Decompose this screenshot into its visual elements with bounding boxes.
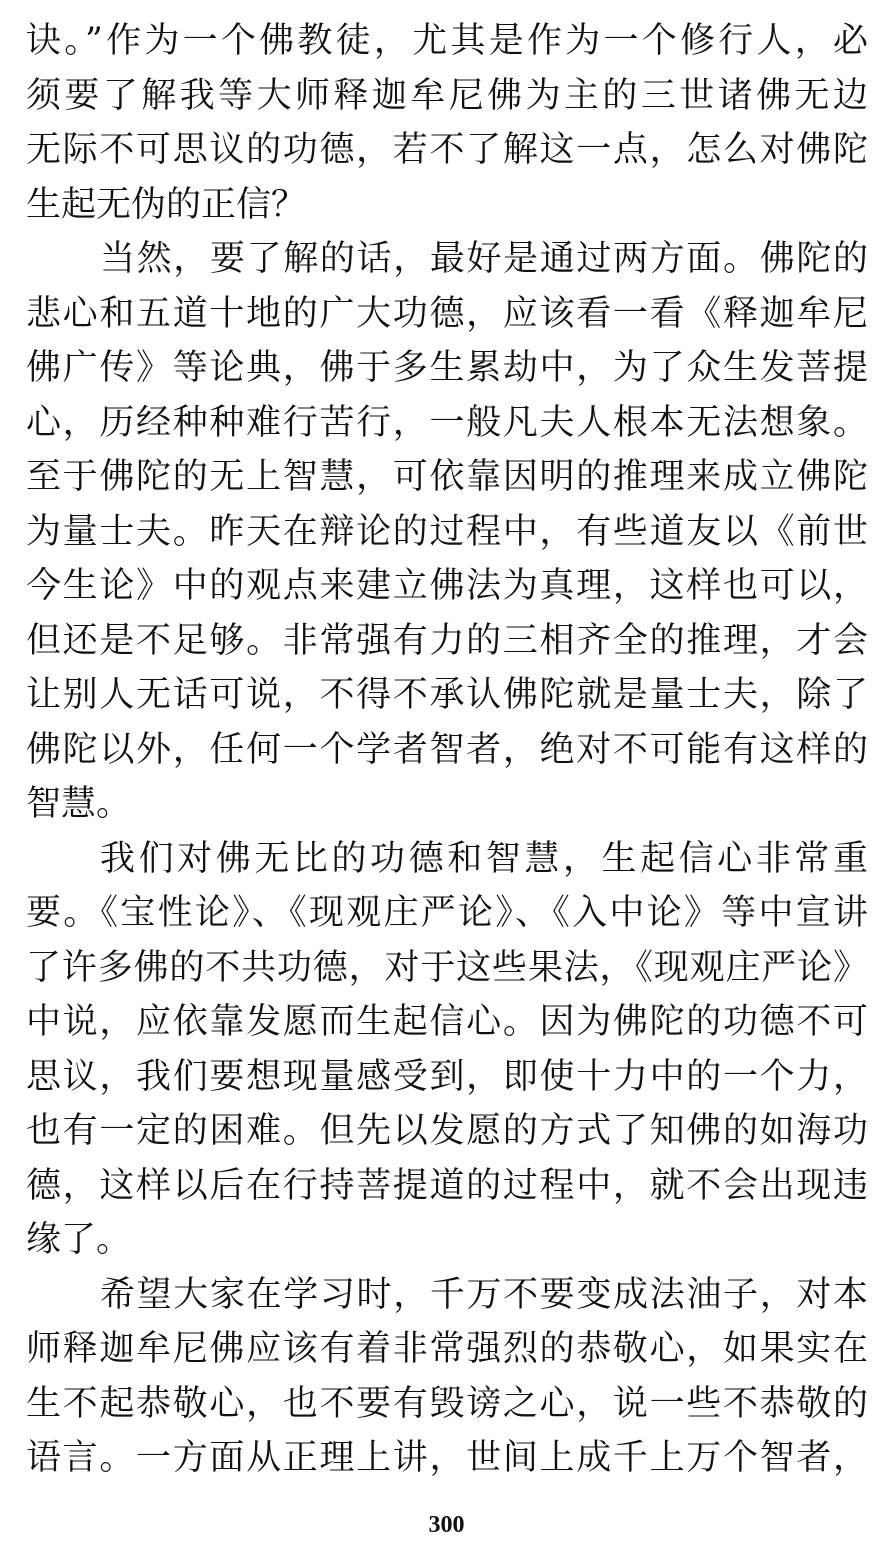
- text-line: 生起无伪的正信？: [26, 184, 307, 225]
- text-line: 悲心和五道十地的广大功德，应该看一看《释迦牟尼: [26, 293, 868, 334]
- text-line: 德，这样以后在行持菩提道的过程中，就不会出现违: [26, 1165, 868, 1206]
- page-number: 300: [428, 1512, 465, 1538]
- paragraph: [26, 832, 868, 1268]
- body-text: [26, 14, 868, 1486]
- text-line: 当然，要了解的话，最好是通过两方面。佛陀的: [100, 239, 868, 279]
- text-line: 也有一定的困难。但先以发愿的方式了知佛的如海功: [26, 1111, 868, 1151]
- text-line: 生不起恭敬心，也不要有毁谤之心，说一些不恭敬的: [26, 1383, 868, 1424]
- text-line: 思议，我们要想现量感受到，即使十力中的一个力，: [26, 1056, 868, 1097]
- paragraph: [26, 232, 868, 832]
- text-line: 智慧。: [26, 784, 132, 824]
- text-line: 中说，应依靠发愿而生起信心。因为佛陀的功德不可: [26, 1002, 868, 1042]
- text-line: 我们对佛无比的功德和智慧，生起信心非常重: [100, 838, 868, 879]
- text-line: 须要了解我等大师释迦牟尼佛为主的三世诸佛无边: [26, 75, 868, 116]
- text-line: 佛广传》等论典，佛于多生累劫中，为了众生发菩提: [26, 348, 868, 388]
- text-line: 语言。一方面从正理上讲，世间上成千上万个智者，: [26, 1438, 868, 1478]
- text-line: 为量士夫。昨天在辩论的过程中，有些道友以《前世: [26, 511, 868, 552]
- text-line: 今生论》中的观点来建立佛法为真理，这样也可以，: [26, 566, 868, 606]
- text-line: 心，历经种种难行苦行，一般凡夫人根本无法想象。: [26, 402, 868, 443]
- text-line: 至于佛陀的无上智慧，可依靠因明的推理来成立佛陀: [26, 457, 868, 497]
- text-line: 诀。”作为一个佛教徒，尤其是作为一个修行人，必: [26, 21, 868, 61]
- text-line: 无际不可思议的功德，若不了解这一点，怎么对佛陀: [26, 130, 868, 170]
- text-line: 但还是不足够。非常强有力的三相齐全的推理，才会: [26, 620, 868, 661]
- text-line: 缘了。: [26, 1220, 132, 1260]
- text-line: 了许多佛的不共功德，对于这些果法，《现观庄严论》: [26, 947, 868, 988]
- paragraph: [26, 1268, 868, 1486]
- text-line: 要。《宝性论》、《现观庄严论》、《入中论》等中宣讲: [26, 893, 868, 933]
- text-line: 希望大家在学习时，千万不要变成法油子，对本: [100, 1274, 868, 1315]
- paragraph: [26, 14, 868, 232]
- text-line: 让别人无话可说，不得不承认佛陀就是量士夫，除了: [26, 675, 868, 715]
- text-line: 师释迦牟尼佛应该有着非常强烈的恭敬心，如果实在: [26, 1329, 868, 1369]
- text-line: 佛陀以外，任何一个学者智者，绝对不可能有这样的: [26, 729, 868, 770]
